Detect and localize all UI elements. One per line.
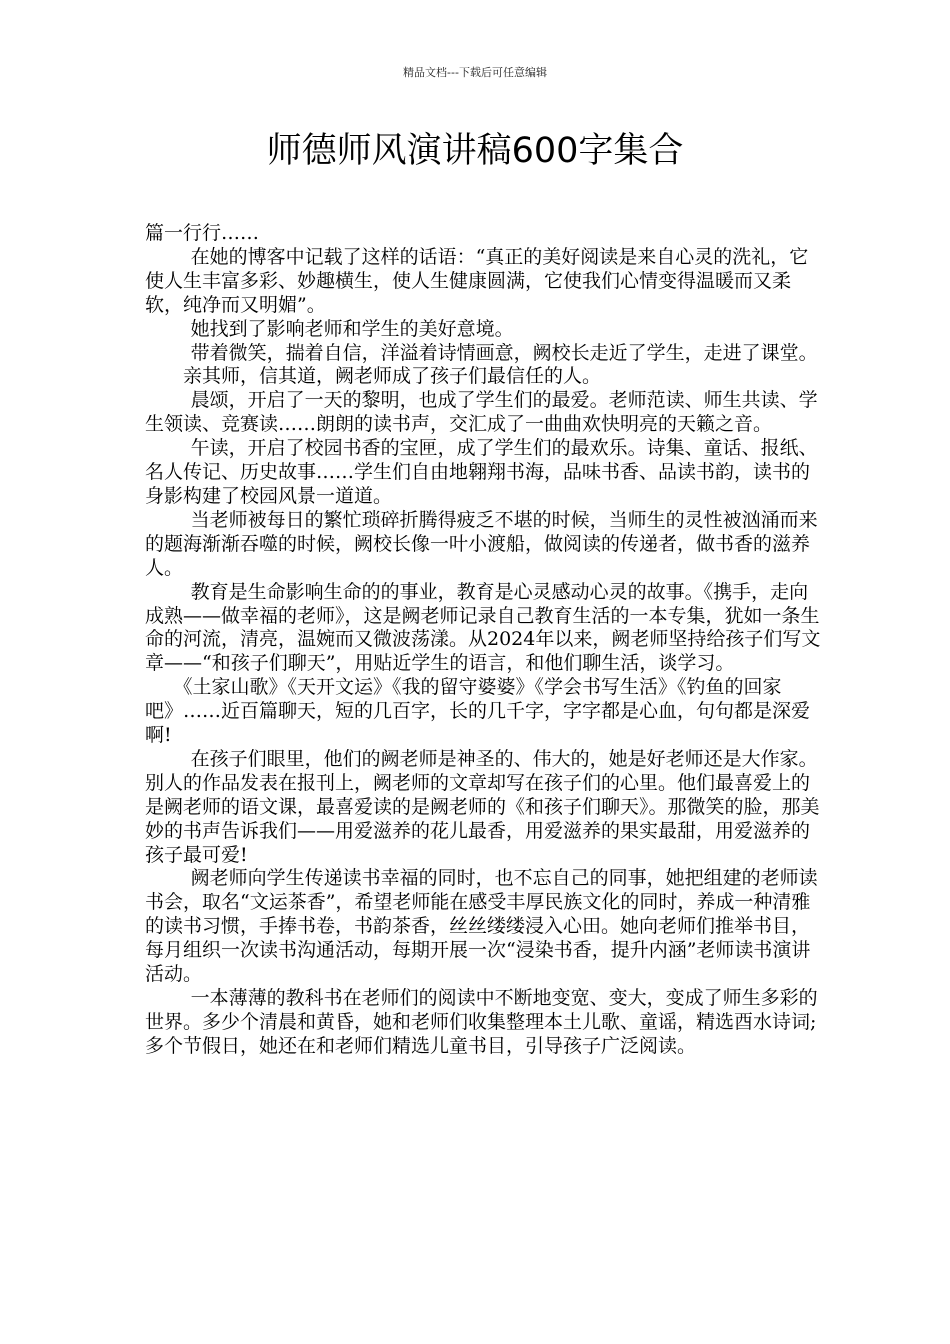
paragraph: 阙老师向学生传递读书幸福的同时，也不忘自己的同事，她把组建的老师读书会，取名“文运茶香”，希望老师能在感受丰厚民族文化的同时，养成一种清雅的读书习惯，手捧书卷，书韵茶香，丝丝缕缕浸入心田。她向老师们推举书目，每月组织一次读书沟通活动，每期开展一次“浸染书香，提升内涵”老师读书演讲活动。 (145, 867, 818, 986)
paragraph: 她找到了影响老师和学生的美好意境。 (190, 317, 514, 340)
paragraph: 在孩子们眼里，他们的阙老师是神圣的、伟大的，她是好老师还是大作家。别人的作品发表在报刊上，阙老师的文章却写在孩子们的心里。他们最喜爱上的是阙老师的语文课，最喜爱读的是阙老师的《和孩子们聊天》。那微笑的脸，那美妙的书声告诉我们——用爱滋养的花儿最香，用爱滋养的果实最甜，用爱滋养的孩子最可爱! (145, 747, 820, 866)
paragraph: 带着微笑，揣着自信，洋溢着诗情画意，阙校长走近了学生，走进了课堂。 (190, 341, 818, 364)
header-note: 精品文档---下载后可任意编辑 (403, 66, 547, 79)
paragraph: 教育是生命影响生命的的事业，教育是心灵感动心灵的故事。《携手，走向成熟——做幸福的老师》，这是阙老师记录自己教育生活的一本专集，犹如一条生命的河流，清亮，温婉而又微波荡漾。从2024年以来，阙老师坚持给孩子们写文章——“和孩子们聊天”，用贴近学生的语言，和他们聊生活，谈学习。 (145, 580, 821, 675)
paragraph: 当老师被每日的繁忙琐碎折腾得疲乏不堪的时候，当师生的灵性被汹涌而来的题海渐渐吞噬的时候，阙校长像一叶小渡船，做阅读的传递者，做书香的滋养人。 (145, 508, 818, 579)
paragraph: 亲其师，信其道，阙老师成了孩子们最信任的人。 (183, 365, 602, 388)
paragraph: 《土家山歌》《天开文运》《我的留守婆婆》《学会书写生活》《钓鱼的回家吧》……近百篇聊天，短的几百字，长的几千字，字字都是心血，句句都是深爱啊! (145, 676, 811, 747)
section-label: 篇一行行…… (145, 222, 260, 244)
paragraph: 在她的博客中记载了这样的话语：“真正的美好阅读是来自心灵的洗礼，它使人生丰富多彩、妙趣横生，使人生健康圆满，它使我们心情变得温暖而又柔软，纯净而又明媚”。 (145, 245, 809, 316)
paragraph: 一本薄薄的教科书在老师们的阅读中不断地变宽、变大，变成了师生多彩的世界。多少个清晨和黄昏，她和老师们收集整理本土儿歌、童谣，精选酉水诗词;多个节假日，她还在和老师们精选儿童书目，引导孩子广泛阅读。 (145, 987, 818, 1057)
document-body (145, 222, 825, 1059)
paragraph: 晨颂，开启了一天的黎明，也成了学生们的最爱。老师范读、师生共读、学生领读、竞赛读……朗朗的读书声，交汇成了一曲曲欢快明亮的天籁之音。 (145, 389, 818, 436)
page-title: 师德师风演讲稿600字集合 (266, 131, 684, 171)
paragraph: 午读，开启了校园书香的宝匣，成了学生们的最欢乐。诗集、童话、报纸、名人传记、历史故事……学生们自由地翱翔书海，品味书香、品读书韵，读书的身影构建了校园风景一道道。 (145, 437, 818, 507)
